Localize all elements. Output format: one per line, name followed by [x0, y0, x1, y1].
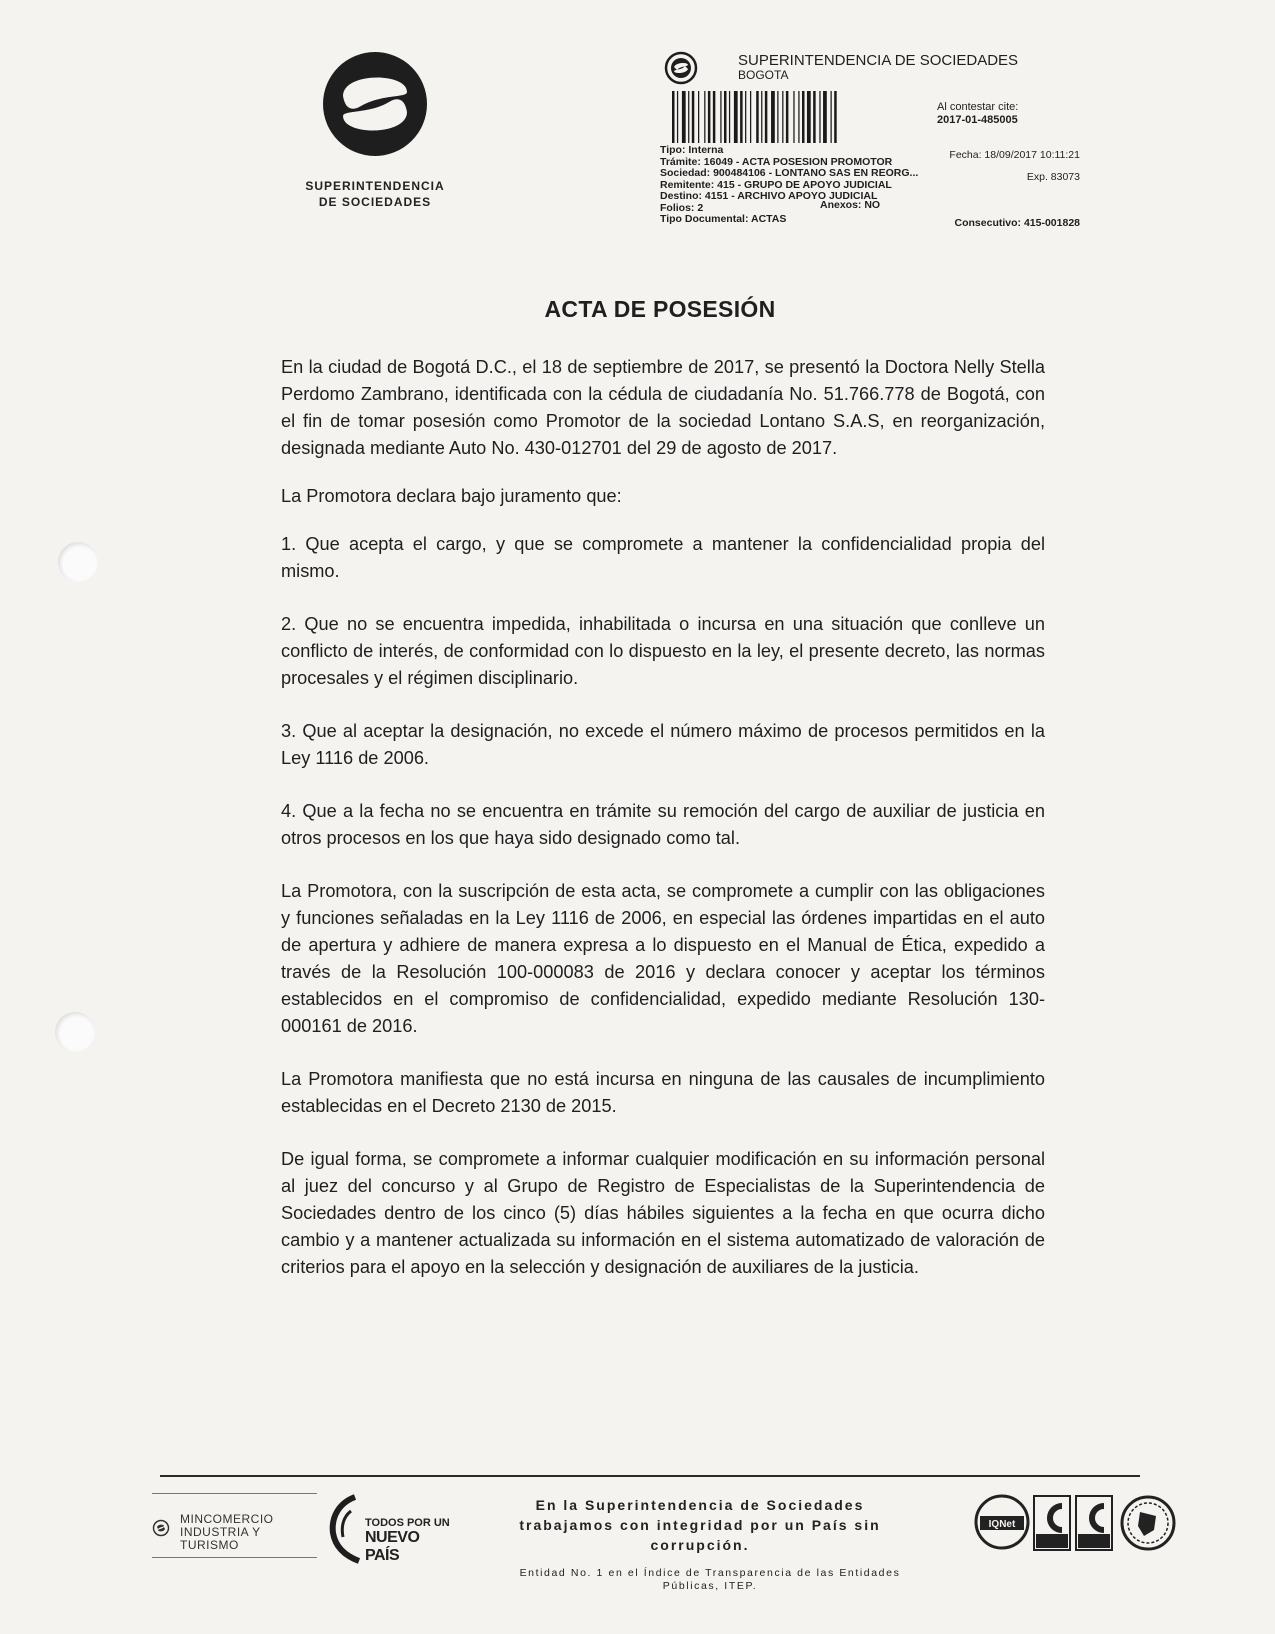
meta-tramite: Trámite: 16049 - ACTA POSESION PROMOTOR: [660, 155, 893, 168]
iqnet-seal-icon: [976, 1496, 1028, 1548]
barcode-bar: [819, 91, 820, 143]
mincomercio-icon: [152, 1519, 170, 1537]
punch-hole: [58, 542, 98, 582]
barcode-bar: [765, 91, 768, 143]
barcode-bar: [750, 91, 751, 143]
colombia-seal-icon: [1122, 1497, 1174, 1549]
stamp-metadata: [660, 144, 1080, 229]
barcode-bar: [692, 91, 695, 143]
barcode-bar: [831, 91, 832, 143]
paragraph-obligations: La Promotora, con la suscripción de esta acta, se compromete a cumplir con las obligaciones y funciones señaladas en la Ley 1116 de 2006, en especial las órdenes impartidas en el auto de apertura y adhiere de manera expresa a lo dispuesto en el Manual de Ética, expedido a través de la Resolución 100-000083 de 2016 y declara conocer y aceptar los términos establecidos en el compromiso de confidencialidad, expedido mediante Resolución 130-000161 de 2016.: [281, 881, 1045, 1036]
paragraph-declaration: La Promotora declara bajo juramento que:: [281, 486, 622, 506]
barcode-bar: [798, 91, 799, 143]
itep-line2: Públicas, ITEP.: [662, 1580, 758, 1592]
barcode-bar: [677, 91, 678, 143]
barcode-bar: [793, 91, 794, 143]
barcode-bar: [756, 91, 759, 143]
itep-notice: [480, 1567, 940, 1593]
paragraph-item-4: 4. Que a la fecha no se encuentra en trámite su remoción del cargo de auxiliar de justicia en otros procesos en los que haya sido designado como tal.: [281, 801, 1045, 848]
barcode-bar: [807, 91, 811, 143]
barcode-bar: [771, 91, 775, 143]
footer-slogan: [480, 1495, 920, 1555]
paragraph-intro: En la ciudad de Bogotá D.C., el 18 de septiembre de 2017, se presentó la Doctora Nelly Stella Perdomo Zambrano, identificada con la cédula de ciudadanía No. 51.766.778 de Bogotá, con el fin de tomar posesión como Promotor de la sociedad Lontano S.A.S, en reorganización, designada mediante Auto No. 430-012701 del 29 de agosto de 2017.: [281, 357, 1045, 458]
slogan-line2: trabajamos con integridad por un País sin: [519, 1517, 881, 1533]
mincomercio-line1: MINCOMERCIO: [180, 1512, 274, 1526]
todos-line2: NUEVO PAÍS: [365, 1529, 420, 1564]
barcode-bar: [734, 91, 738, 143]
barcode-bar: [704, 91, 705, 143]
slogan-line3: corrupción.: [650, 1537, 750, 1553]
supersociedades-small-icon: [664, 51, 698, 85]
meta-tipo: Tipo: Interna: [660, 144, 724, 156]
barcode-bar: [802, 91, 805, 143]
barcode-bar: [688, 91, 689, 143]
paragraph-item-2: 2. Que no se encuentra impedida, inhabilitada o incursa en una situación que conlleve un conflicto de interés, de conformidad con lo dispuesto en la ley, el presente decreto, las normas procesales y el régimen disciplinario.: [281, 614, 1045, 688]
svg-text:IQNet: IQNet: [988, 1519, 1016, 1530]
barcode-bar: [713, 91, 716, 143]
icontec-iso-seal-icon: [1034, 1496, 1070, 1550]
barcode-bar: [813, 91, 816, 143]
meta-consecutivo: Consecutivo: 415-001828: [954, 217, 1080, 229]
itep-line1: Entidad No. 1 en el Índice de Transparencia de las Entidades: [519, 1567, 901, 1579]
meta-destino: Destino: 4151 - ARCHIVO APOYO JUDICIAL: [660, 190, 878, 202]
reply-label: Al contestar cite:: [937, 101, 1019, 113]
meta-anexos: Anexos: NO: [820, 198, 881, 211]
punch-hole: [55, 1012, 95, 1052]
barcode: [672, 91, 892, 143]
barcode-bar: [786, 91, 789, 143]
certification-seals: [972, 1490, 1177, 1560]
barcode-bar: [823, 91, 827, 143]
barcode-bar: [672, 91, 675, 143]
meta-remitente: Remitente: 415 - GRUPO DE APOYO JUDICIAL: [660, 178, 892, 191]
logo-name-line1: SUPERINTENDENCIA: [305, 179, 445, 193]
barcode-bar: [720, 91, 721, 143]
barcode-bar: [745, 91, 746, 143]
paragraph-modifications: De igual forma, se compromete a informar cualquier modificación en su información personal al juez del concurso y al Grupo de Registro de Especialistas de la Superintendencia de Sociedades dentro de los cinco (5) días hábiles siguientes a la fecha en que ocurra dicho cambio y a mantener actualizada su información en el sistema automatizado de valoración de criterios para el apoyo en la selección y designación de auxiliares de la justicia.: [281, 1149, 1045, 1277]
barcode-bar: [682, 91, 686, 143]
mincomercio-line2: INDUSTRIA Y TURISMO: [180, 1525, 261, 1552]
todos-por-un-nuevo-pais-logo: [325, 1493, 455, 1563]
document-body: [281, 354, 1045, 1281]
logo-name-line2: DE SOCIEDADES: [318, 195, 432, 209]
slogan-line1: En la Superintendencia de Sociedades: [535, 1497, 865, 1513]
document-title: ACTA DE POSESIÓN: [544, 296, 776, 322]
todos-line1: TODOS POR UN: [365, 1517, 450, 1529]
meta-fecha: Fecha: 18/09/2017 10:11:21: [949, 149, 1080, 161]
barcode-bar: [698, 91, 699, 143]
barcode-bar: [708, 91, 711, 143]
barcode-bar: [761, 91, 762, 143]
reply-number: 2017-01-485005: [937, 114, 1018, 126]
barcode-bar: [834, 91, 837, 143]
paragraph-item-1: 1. Que acepta el cargo, y que se compromete a mantener la confidencialidad propia del mismo.: [281, 534, 1045, 581]
barcode-bar: [777, 91, 778, 143]
meta-folios: Folios: 2: [660, 201, 704, 214]
barcode-bar: [782, 91, 783, 143]
footer-divider: [160, 1475, 1140, 1477]
meta-exp: Exp. 83073: [1026, 171, 1080, 183]
meta-sociedad: Sociedad: 900484106 - LONTANO SAS EN REORG...: [660, 167, 919, 179]
paragraph-item-3: 3. Que al aceptar la designación, no excede el número máximo de procesos permitidos en la Ley 1116 de 2006.: [281, 721, 1045, 768]
supersociedades-logo-icon: [321, 50, 429, 158]
barcode-bar: [729, 91, 730, 143]
barcode-bar: [740, 91, 743, 143]
superintendencia-logo: [300, 50, 450, 210]
mincomercio-logo: [152, 1493, 317, 1563]
barcode-bar: [724, 91, 727, 143]
stamp-city: BOGOTA: [738, 68, 789, 82]
stamp-org: SUPERINTENDENCIA DE SOCIEDADES: [738, 52, 1019, 69]
icontec-ntcgp-seal-icon: [1076, 1496, 1112, 1550]
meta-tipo-documental: Tipo Documental: ACTAS: [660, 213, 787, 225]
paragraph-incumplimiento: La Promotora manifiesta que no está incursa en ninguna de las causales de incumplimiento establecidas en el Decreto 2130 de 2015.: [281, 1069, 1045, 1116]
nuevo-pais-emblem-icon: [325, 1493, 365, 1565]
